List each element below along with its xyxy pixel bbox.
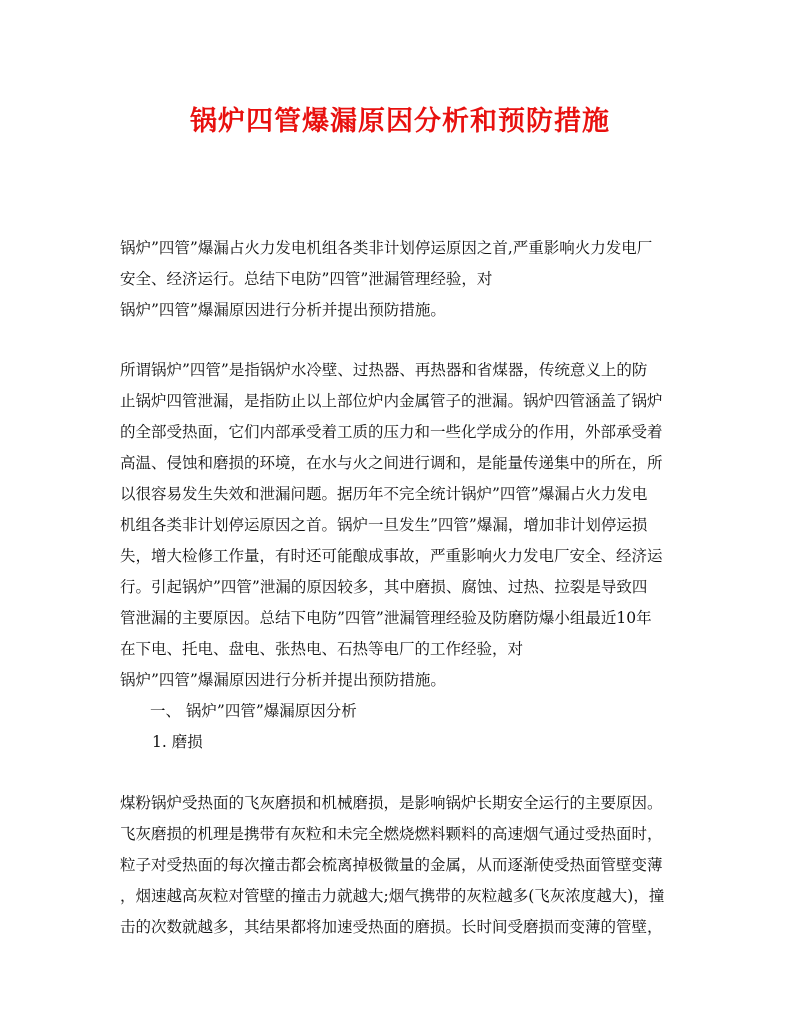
document-title: 锅炉四管爆漏原因分析和预防措施	[190, 106, 610, 137]
paragraph-line: 锅炉”四管”爆漏原因进行分析并提出预防措施。	[120, 671, 446, 689]
paragraph-line: 击的次数就越多，其结果都将加速受热面的磨损。长时间受磨损而变薄的管壁，	[120, 918, 663, 936]
paragraph-line: 管泄漏的主要原因。总结下电防”四管”泄漏管理经验及防磨防爆小组最近10年	[120, 609, 652, 627]
paragraph-line: 锅炉”四管”爆漏占火力发电机组各类非计划停运原因之首,严重影响火力发电厂	[120, 239, 653, 257]
paragraph-line: 锅炉”四管”爆漏原因进行分析并提出预防措施。	[120, 301, 446, 319]
paragraph-line: 以很容易发生失效和泄漏问题。据历年不完全统计锅炉”四管”爆漏占火力发电	[120, 485, 648, 503]
paragraph-line: 失，增大检修工作量，有时还可能酿成事故，严重影响火力发电厂安全、经济运	[120, 547, 663, 565]
paragraph-line: 粒子对受热面的每次撞击都会梳离掉极微量的金属，从而逐渐使受热面管壁变薄	[120, 856, 663, 874]
section-heading: 一、 锅炉”四管”爆漏原因分析	[150, 702, 357, 720]
paragraph-line: 安全、经济运行。总结下电防”四管”泄漏管理经验，对	[120, 270, 493, 288]
paragraph-line: 高温、侵蚀和磨损的环境，在水与火之间进行调和，是能量传递集中的所在，所	[120, 454, 663, 472]
paragraph-line: 煤粉锅炉受热面的飞灰磨损和机械磨损，是影响锅炉长期安全运行的主要原因。	[120, 794, 663, 812]
paragraph-line: 在下电、托电、盘电、张热电、石热等电厂的工作经验，对	[120, 640, 524, 658]
paragraph-line: 所谓锅炉”四管”是指锅炉水冷壁、过热器、再热器和省煤器，传统意义上的防	[120, 361, 648, 379]
paragraph-line: 机组各类非计划停运原因之首。锅炉一旦发生”四管”爆漏，增加非计划停运损	[120, 516, 648, 534]
paragraph-line: 止锅炉四管泄漏，是指防止以上部位炉内金属管子的泄漏。锅炉四管涵盖了锅炉	[120, 392, 663, 410]
paragraph-line: ，烟速越高灰粒对管壁的撞击力就越大;烟气携带的灰粒越多(飞灰浓度越大)，撞	[120, 887, 665, 905]
paragraph-line: 行。引起锅炉”四管”泄漏的原因较多，其中磨损、腐蚀、过热、拉裂是导致四	[120, 578, 648, 596]
paragraph-line: 飞灰磨损的机理是携带有灰粒和未完全燃烧燃料颗料的高速烟气通过受热面时，	[120, 825, 663, 843]
subsection-heading: 1. 磨损	[152, 733, 203, 751]
paragraph-line: 的全部受热面，它们内部承受着工质的压力和一些化学成分的作用，外部承受着	[120, 423, 663, 441]
